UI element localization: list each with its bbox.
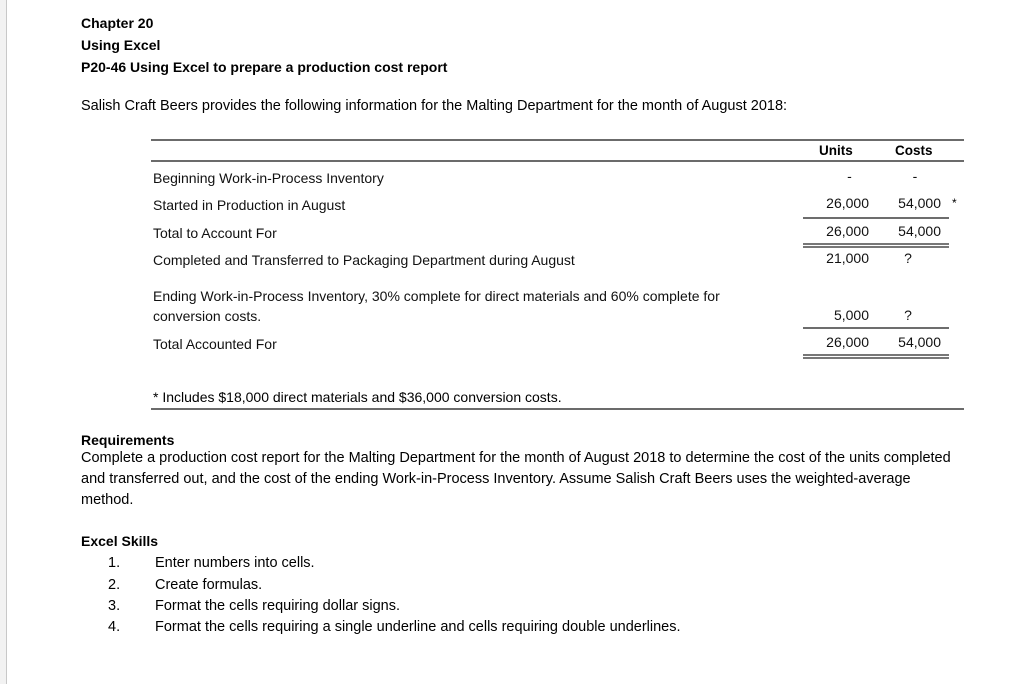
- cell-costs-beginning-wip: -: [912, 168, 918, 184]
- row-label-completed-transferred: Completed and Transferred to Packaging Department during August: [153, 252, 575, 268]
- skill-number: 3.: [108, 598, 121, 614]
- cell-costs-completed-transferred: ?: [904, 250, 912, 266]
- topic-heading: Using Excel: [81, 37, 161, 53]
- skill-item: Enter numbers into cells.: [155, 555, 315, 571]
- column-header-costs: Costs: [895, 143, 933, 158]
- cell-costs-total-to-account: 54,000: [898, 223, 941, 239]
- requirements-body: Complete a production cost report for the Malting Department for the month of August 2018 to determine the cost of the units completed and transferred out, and the cost of the ending Work-in-Process Inventory. Assume Salish Craft Beers uses the weighted-average method.: [81, 450, 951, 508]
- row-label-total-accounted: Total Accounted For: [153, 336, 277, 352]
- cell-units-total-accounted: 26,000: [826, 334, 869, 350]
- double-underline: [803, 243, 949, 248]
- chapter-heading: Chapter 20: [81, 15, 154, 31]
- table-top-rule: [151, 139, 964, 141]
- single-underline: [803, 217, 949, 219]
- skill-number: 4.: [108, 619, 121, 635]
- cell-units-total-to-account: 26,000: [826, 223, 869, 239]
- skill-item: Create formulas.: [155, 577, 263, 593]
- skill-number: 1.: [108, 555, 121, 571]
- skill-item: Format the cells requiring dollar signs.: [155, 598, 400, 614]
- row-label-total-to-account: Total to Account For: [153, 225, 277, 241]
- intro-text: Salish Craft Beers provides the following information for the Malting Department for the month of August 2018:: [81, 98, 788, 114]
- row-label-started: Started in Production in August: [153, 197, 346, 213]
- column-header-units: Units: [819, 143, 853, 158]
- cell-units-started: 26,000: [826, 195, 869, 211]
- page-border: [6, 0, 7, 684]
- cell-units-ending-wip: 5,000: [833, 307, 869, 323]
- row-label-ending-wip-line2: conversion costs.: [153, 308, 262, 324]
- problem-heading: P20-46 Using Excel to prepare a production cost report: [81, 59, 448, 75]
- cell-costs-total-accounted: 54,000: [898, 334, 941, 350]
- row-label-beginning-wip: Beginning Work-in-Process Inventory: [153, 170, 384, 186]
- excel-skills-heading: Excel Skills: [81, 533, 159, 549]
- cell-costs-ending-wip: ?: [904, 307, 912, 323]
- cell-units-completed-transferred: 21,000: [826, 250, 869, 266]
- row-label-ending-wip-line1: Ending Work-in-Process Inventory, 30% complete for direct materials and 60% complete for: [153, 288, 720, 304]
- skill-item: Format the cells requiring a single underline and cells requiring double underlines.: [155, 619, 681, 635]
- skill-number: 2.: [108, 577, 121, 593]
- table-header-rule: [151, 160, 964, 162]
- single-underline: [803, 327, 949, 329]
- double-underline: [803, 354, 949, 359]
- requirements-heading: Requirements: [81, 432, 175, 448]
- table-bottom-rule: [151, 408, 964, 410]
- cell-costs-started: 54,000: [898, 195, 941, 211]
- cell-units-beginning-wip: -: [847, 168, 852, 184]
- table-footnote: * Includes $18,000 direct materials and $36,000 conversion costs.: [153, 389, 562, 405]
- footnote-marker: *: [952, 196, 957, 210]
